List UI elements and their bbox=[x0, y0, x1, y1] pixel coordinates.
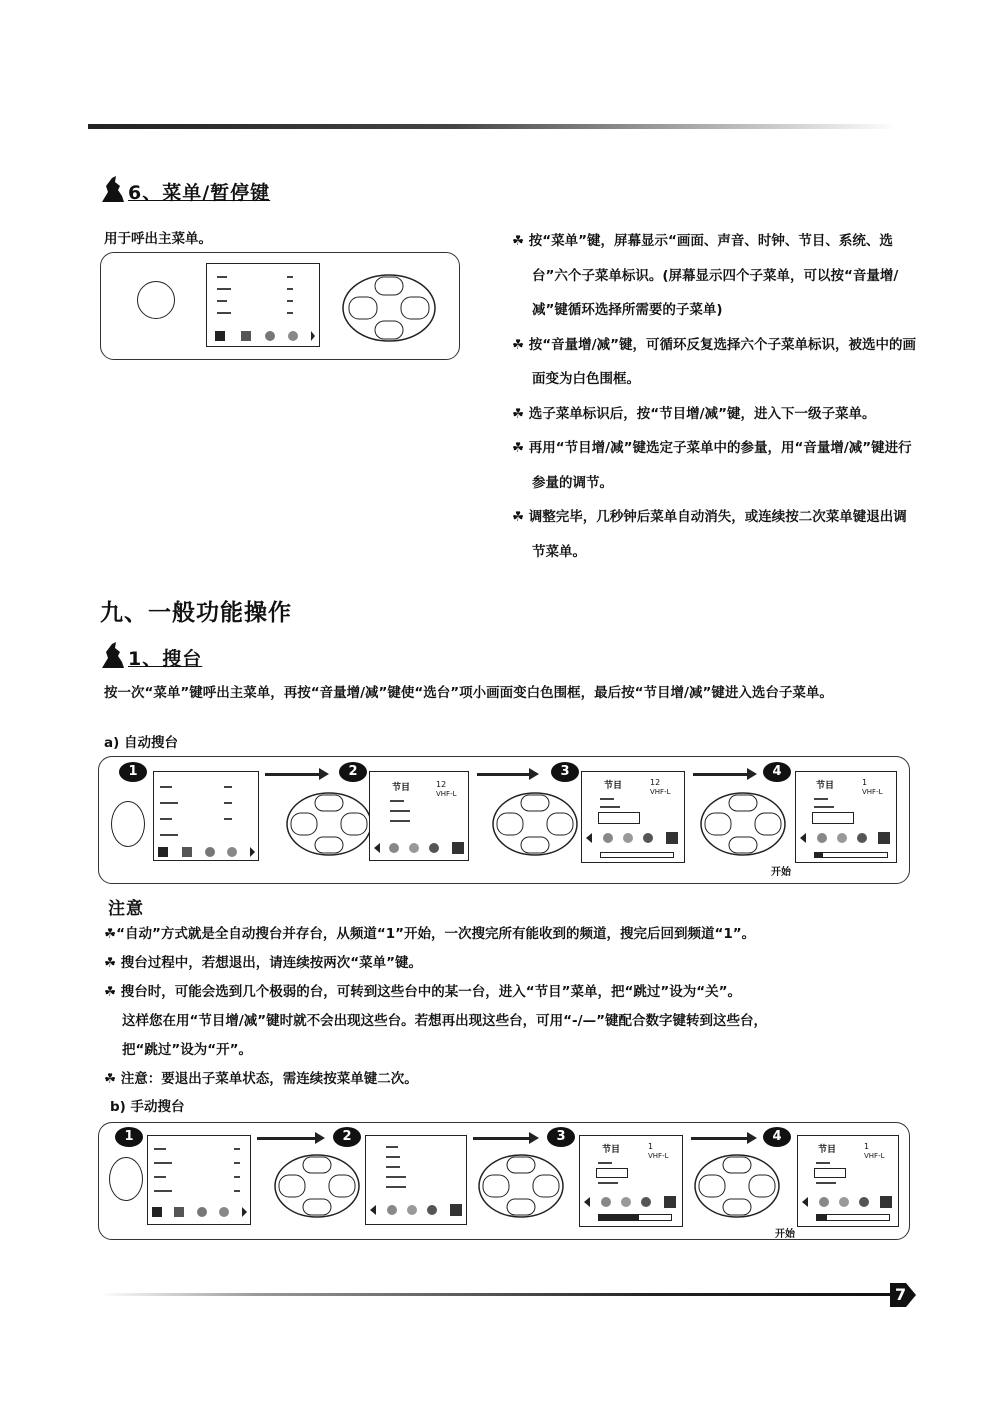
manual-search-screen bbox=[579, 1135, 683, 1227]
navigation-pad-icon bbox=[699, 791, 787, 857]
navigation-pad-icon bbox=[693, 1153, 781, 1219]
bullet-4: ☘ 再用“节目增/减”键选定子菜单中的参量，用“音量增/减”键进行参量的调节。 bbox=[512, 440, 912, 491]
step-4-badge: 4 bbox=[763, 762, 791, 782]
start-label: 开始 bbox=[775, 1229, 795, 1240]
screen-system: VHF-L bbox=[864, 1152, 885, 1160]
screen-system: VHF-L bbox=[862, 788, 883, 796]
screen-menu-label: 节目 bbox=[604, 781, 623, 791]
manual-search-diagram bbox=[98, 1122, 910, 1240]
bullet-2: ☘ 按“音量增/减”键，可循环反复选择六个子菜单标识，被选中的画面变为白色围框。 bbox=[512, 336, 916, 387]
section6-title: 6、菜单/暂停键 bbox=[128, 182, 271, 204]
footer-rule bbox=[100, 1293, 890, 1296]
auto-search-diagram bbox=[98, 756, 910, 884]
menu-key-diagram bbox=[100, 252, 460, 360]
auto-search-title: a) 自动搜台 bbox=[104, 735, 178, 751]
screen-system: VHF-L bbox=[650, 788, 671, 796]
screen-menu-label: 节目 bbox=[816, 781, 835, 791]
auto-search-progress-screen bbox=[795, 771, 897, 863]
section1-desc: 按一次“菜单”键呼出主菜单，再按“音量增/减”键使“选台”项小画面变白色围框，最后按“节目增/减”键进入选台子菜单。 bbox=[104, 685, 833, 701]
main-menu-screen bbox=[153, 771, 259, 861]
section6-desc: 用于呼出主菜单。 bbox=[104, 231, 212, 247]
navigation-pad-icon bbox=[477, 1153, 565, 1219]
navigation-pad-icon bbox=[341, 273, 437, 343]
horse-icon bbox=[100, 640, 126, 670]
page-number: 7 bbox=[895, 1285, 907, 1304]
screen-channel: 1 bbox=[864, 1142, 870, 1151]
screen-menu-label: 节目 bbox=[602, 1145, 621, 1155]
section1-title: 1、搜台 bbox=[128, 648, 203, 670]
horse-icon bbox=[100, 174, 126, 204]
manual-channel-menu-screen bbox=[365, 1135, 467, 1225]
step-2-badge: 2 bbox=[339, 762, 367, 782]
manual-search-title: b) 手动搜台 bbox=[110, 1099, 185, 1115]
manual-main-menu-screen bbox=[147, 1135, 251, 1225]
step-4-badge: 4 bbox=[763, 1127, 791, 1147]
screen-menu-label: 节目 bbox=[392, 783, 411, 793]
auto-search-screen bbox=[581, 771, 685, 863]
note-line: ☘ 注意：要退出子菜单状态，需连续按菜单键二次。 bbox=[104, 1071, 418, 1087]
bullet-1: ☘ 按“菜单”键，屏幕显示“画面、声音、时钟、节目、系统、选台”六个子菜单标识。(屏幕显示四个子菜单，可以按“音量增/减”键循环选择所需要的子菜单) bbox=[512, 233, 899, 318]
step-1-badge: 1 bbox=[119, 762, 147, 782]
step-2-badge: 2 bbox=[333, 1127, 361, 1147]
note-line: ☘“自动”方式就是全自动搜台并存台，从频道“1”开始，一次搜完所有能收到的频道，搜完后回到频道“1”。 bbox=[104, 926, 756, 942]
step-3-badge: 3 bbox=[551, 762, 579, 782]
note-line: 这样您在用“节目增/减”键时就不会出现这些台。若想再出现这些台，可用“-/—”键配合数字键转到这些台， bbox=[122, 1013, 767, 1029]
screen-system: VHF-L bbox=[436, 790, 457, 798]
screen-system: VHF-L bbox=[648, 1152, 669, 1160]
step-1-badge: 1 bbox=[115, 1127, 143, 1147]
navigation-pad-icon bbox=[273, 1153, 361, 1219]
flow-arrow bbox=[257, 1137, 317, 1140]
screen-menu-label: 节目 bbox=[818, 1145, 837, 1155]
step-3-badge: 3 bbox=[547, 1127, 575, 1147]
note-line: ☘ 搜台时，可能会选到几个极弱的台，可转到这些台中的某一台，进入“节目”菜单，把“跳过”设为“关”。 bbox=[104, 984, 742, 1000]
start-label: 开始 bbox=[771, 867, 791, 878]
page-number-badge bbox=[888, 1281, 918, 1309]
notes-body bbox=[104, 920, 924, 1094]
screen-channel: 1 bbox=[862, 778, 868, 787]
bullet-3: ☘ 选子菜单标识后，按“节目增/减”键，进入下一级子菜单。 bbox=[512, 405, 876, 422]
screen-channel: 12 bbox=[436, 780, 447, 789]
note-line: 把“跳过”设为“开”。 bbox=[122, 1042, 252, 1058]
hand-press-icon bbox=[109, 1157, 143, 1201]
flow-arrow bbox=[265, 773, 321, 776]
manual-search-progress-screen bbox=[797, 1135, 899, 1227]
note-line: ☘ 搜台过程中，若想退出，请连续按两次“菜单”键。 bbox=[104, 955, 423, 971]
flow-arrow bbox=[473, 1137, 531, 1140]
notes-title: 注意 bbox=[108, 899, 144, 919]
navigation-pad-icon bbox=[491, 791, 579, 857]
hand-press-icon bbox=[111, 801, 145, 847]
screen-channel: 12 bbox=[650, 778, 661, 787]
bullet-5: ☘ 调整完毕，几秒钟后菜单自动消失，或连续按二次菜单键退出调节菜单。 bbox=[512, 509, 907, 560]
header-rule bbox=[88, 124, 898, 129]
flow-arrow bbox=[693, 773, 749, 776]
menu-screen bbox=[206, 263, 320, 347]
screen-channel: 1 bbox=[648, 1142, 654, 1151]
section6-bullets bbox=[512, 224, 917, 569]
navigation-pad-icon bbox=[285, 791, 373, 857]
hand-press-icon bbox=[137, 281, 175, 319]
flow-arrow bbox=[477, 773, 531, 776]
chapter9-title: 九、一般功能操作 bbox=[100, 600, 292, 626]
flow-arrow bbox=[691, 1137, 749, 1140]
channel-menu-screen bbox=[369, 771, 469, 861]
